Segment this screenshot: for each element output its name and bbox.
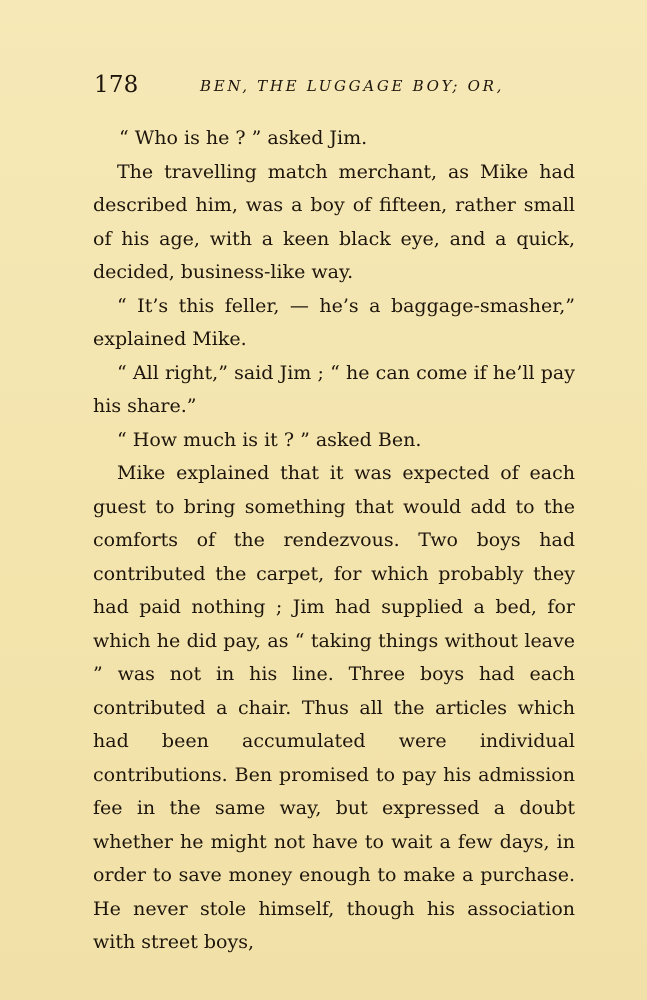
body-text [93, 122, 575, 960]
paragraph: The travelling match merchant, as Mike had described him, was a boy of fifteen, rather small of his age, with a keen black eye, and a quick, decided, business-like way. [93, 160, 575, 283]
running-head: BEN, THE LUGGAGE BOY; OR, [200, 77, 505, 95]
paragraph: “ How much is it ? ” asked Ben. [117, 428, 422, 451]
paragraph: “ All right,” said Jim ; “ he can come if he’ll pay his share.” [93, 361, 575, 417]
paragraph: “ Who is he ? ” asked Jim. [119, 127, 368, 149]
paragraph: “ It’s this feller, — he’s a baggage-smasher,” explained Mike. [93, 294, 575, 350]
page-header [94, 72, 574, 102]
paragraph: Mike explained that it was expected of each guest to bring something that would add to the comforts of the rendezvous. Two boys had contributed the carpet, for which probably they had paid nothing ; Jim had supplied a bed, for which he did pay, as “ taking things without leave ” was not in his line. Three boys had each contributed a chair. Thus all the articles which had been accumulated were individual contributions. Ben promised to pay his admission fee in the same way, but expressed a doubt whether he might not have to wait a few days, in order to save money enough to make a purchase. He never stole himself, though his association with street boys, [93, 462, 575, 953]
page-number: 178 [94, 72, 139, 98]
